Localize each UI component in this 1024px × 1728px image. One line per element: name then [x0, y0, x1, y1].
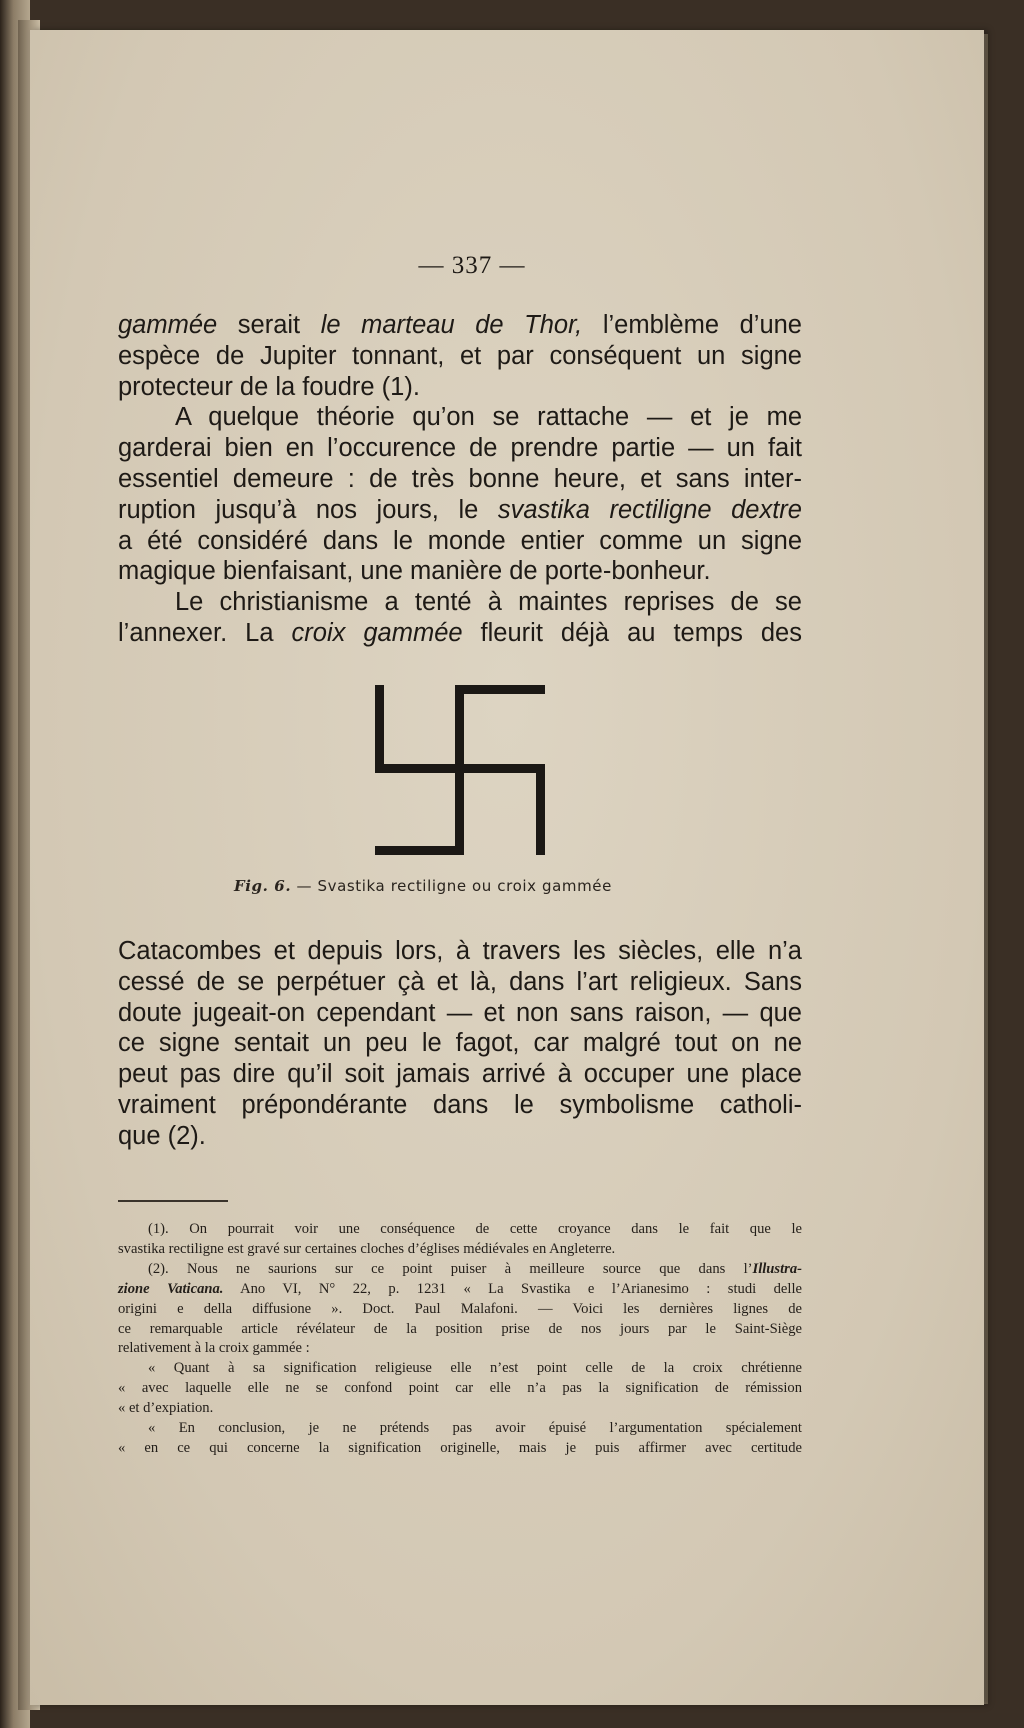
body-text-bottom: [118, 936, 802, 1152]
text-line: ce signe sentait un peu le fagot, car malgré tout on ne: [118, 1029, 802, 1058]
footnote-line: ce remarquable article révélateur de la position prise de nos jours par le Saint-Siège: [118, 1320, 802, 1337]
rectilinear-svastika-icon: [375, 685, 545, 855]
text-line: a été considéré dans le monde entier comme un signe: [118, 526, 802, 555]
text-line: A quelque théorie qu’on se rattache — et je me: [175, 403, 802, 432]
text-line: Catacombes et depuis lors, à travers les siècles, elle n’a: [118, 937, 802, 965]
footnote-line: relativement à la croix gammée :: [118, 1340, 310, 1357]
text-line: ruption jusqu’à nos jours, le svastika rectiligne dextre: [118, 495, 802, 524]
footnote-line: « avec laquelle elle ne se confond point car elle n’a pas la signification de rémission: [118, 1380, 802, 1397]
text-line: cessé de se perpétuer çà et là, dans l’art religieux. Sans: [118, 967, 802, 996]
text-line: l’annexer. La croix gammée fleurit déjà au temps des: [118, 618, 802, 647]
footnote-line: (2). Nous ne saurions sur ce point puiser à meilleure source que dans l’Illustra-: [148, 1260, 802, 1277]
text-line: protecteur de la foudre (1).: [118, 372, 420, 401]
book-page: [30, 30, 984, 1705]
text-line: gammée serait le marteau de Thor, l’emblème d’une: [118, 311, 802, 339]
footnote-line: zione Vaticana. Ano VI, N° 22, p. 1231 « La Svastika e l’Arianesimo : studi delle: [118, 1280, 802, 1297]
footnote-line: (1). On pourrait voir une conséquence de cette croyance dans le fait que le: [148, 1221, 802, 1237]
text-line: doute jugeait-on cependant — et non sans raison, — que: [118, 998, 802, 1027]
text-line: essentiel demeure : de très bonne heure, et sans inter-: [118, 464, 802, 493]
text-line: que (2).: [118, 1121, 206, 1150]
footnote-line: « et d’expiation.: [118, 1400, 214, 1417]
text-line: garderai bien en l’occurence de prendre partie — un fait: [118, 434, 802, 463]
footnote-line: « en ce qui concerne la signification originelle, mais je puis affirmer avec certitude: [118, 1439, 802, 1456]
figure-caption: Fig. 6. — Svastika rectiligne ou croix gammée: [234, 877, 612, 895]
figure-6: [375, 685, 545, 855]
text-line: vraiment prépondérante dans le symbolisme catholi-: [118, 1090, 802, 1119]
footnote-line: « En conclusion, je ne prétends pas avoir épuisé l’argumentation spécialement: [148, 1420, 802, 1437]
text-line: magique bienfaisant, une manière de porte-bonheur.: [118, 557, 711, 586]
page-number: — 337 —: [418, 252, 526, 279]
footnote-line: « Quant à sa signification religieuse elle n’est point celle de la croix chrétienne: [148, 1360, 802, 1377]
body-text-top: [118, 310, 802, 649]
text-line: espèce de Jupiter tonnant, et par conséquent un signe: [118, 341, 802, 370]
text-line: Le christianisme a tenté à maintes reprises de se: [175, 588, 802, 617]
footnotes: [118, 1220, 802, 1459]
text-line: peut pas dire qu’il soit jamais arrivé à occuper une place: [118, 1060, 802, 1089]
footnote-rule: [118, 1200, 228, 1202]
footnote-line: svastika rectiligne est gravé sur certaines cloches d’églises médiévales en Angleterre.: [118, 1240, 616, 1257]
footnote-line: origini e della diffusione ». Doct. Paul Malafoni. — Voici les dernières lignes de: [118, 1300, 802, 1317]
